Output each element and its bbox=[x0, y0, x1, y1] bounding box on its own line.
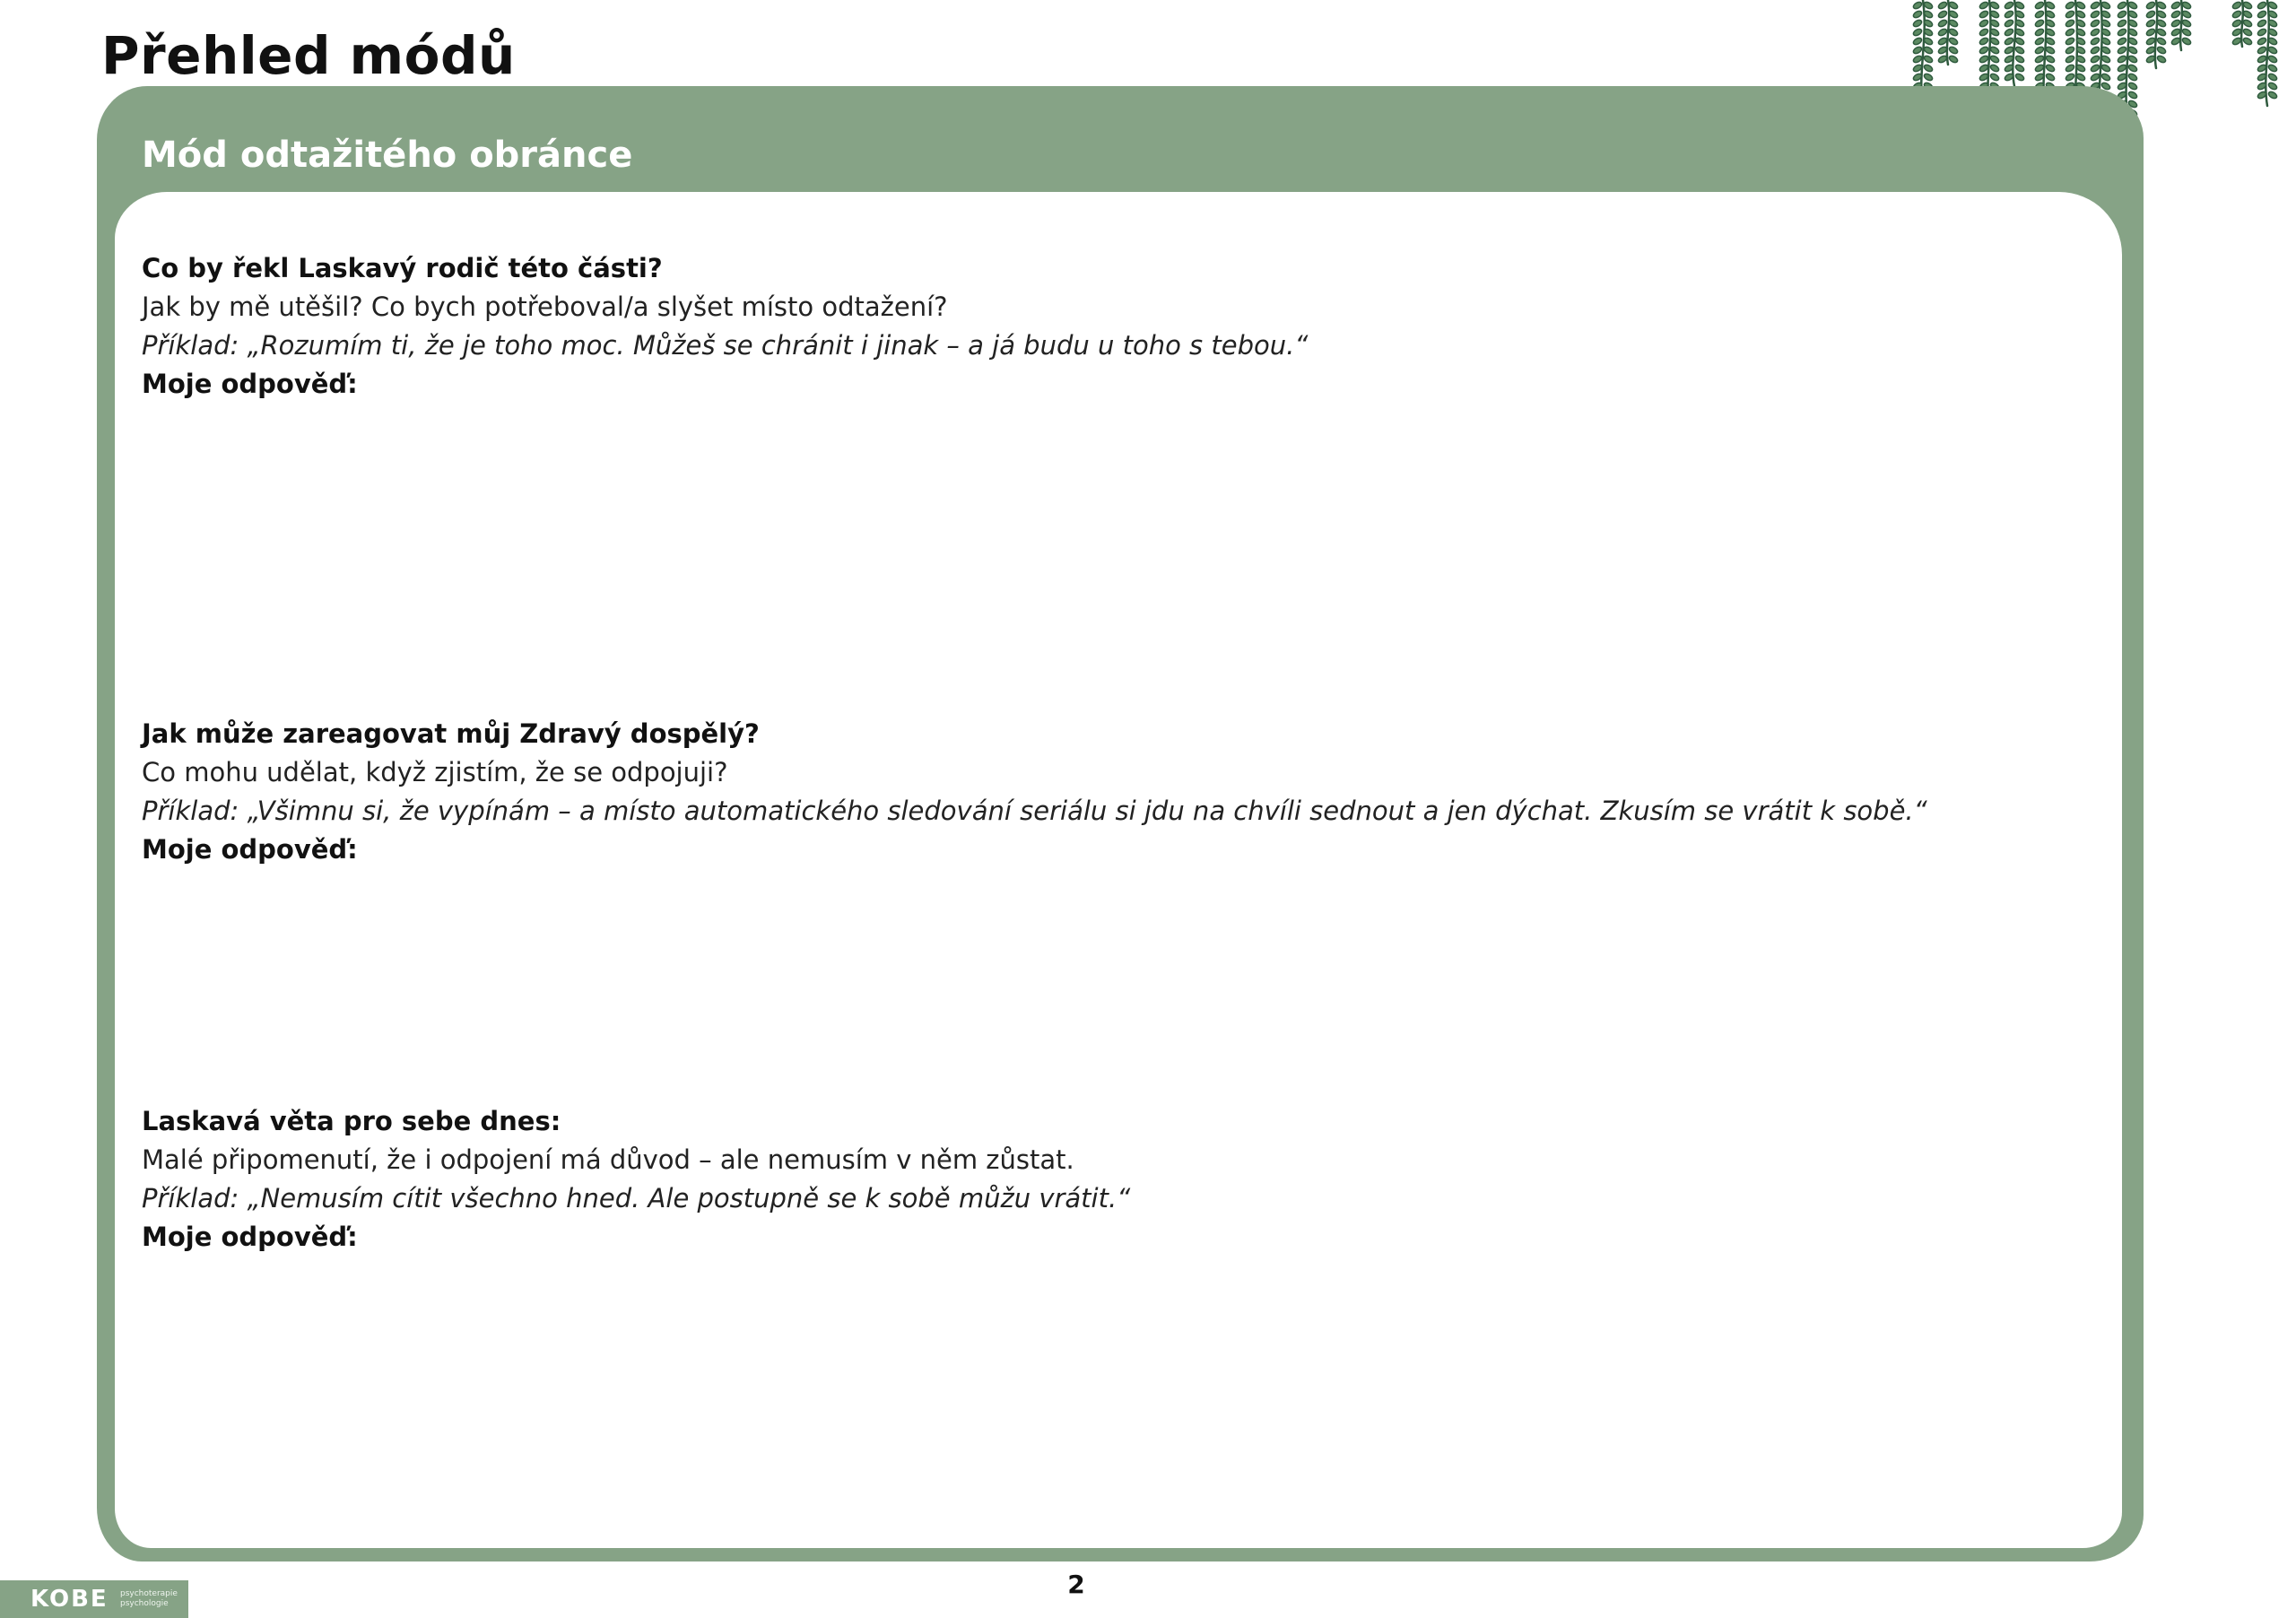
vine-leaf bbox=[2065, 10, 2075, 19]
question-title: Jak může zareagovat můj Zdravý dospělý? bbox=[142, 718, 760, 749]
vine-leaf bbox=[2257, 1, 2267, 10]
vine-leaf bbox=[2117, 1, 2127, 10]
vine-leaf bbox=[1948, 37, 1959, 46]
vine-leaf bbox=[1923, 73, 1934, 82]
vine-leaf bbox=[2267, 46, 2278, 55]
question-example: Příklad: „Rozumím ti, že je toho moc. Můžeš se chránit i jinak – a já budu u toho s tebou.“ bbox=[142, 330, 1309, 361]
vine-strand bbox=[1947, 0, 1949, 65]
vine-leaf bbox=[2045, 64, 2056, 73]
vine-leaf bbox=[2004, 37, 2014, 46]
vine-leaf bbox=[2242, 28, 2253, 37]
question-title: Co by řekl Laskavý rodič této části? bbox=[142, 253, 663, 283]
vine-leaf bbox=[2257, 19, 2267, 28]
vine-leaf bbox=[2127, 46, 2138, 55]
vine-leaf bbox=[2170, 28, 2181, 37]
vine-leaf bbox=[2242, 19, 2253, 28]
vine-leaf bbox=[1923, 46, 1934, 55]
vine-leaf bbox=[2065, 55, 2075, 64]
vine-leaf bbox=[1937, 55, 1948, 64]
vine-leaf bbox=[2170, 10, 2181, 19]
vine-leaf bbox=[1948, 55, 1959, 64]
vine-leaf bbox=[2145, 10, 2156, 19]
vine-leaf bbox=[2127, 73, 2138, 82]
question-subtitle: Jak by mě utěšil? Co bych potřeboval/a slyšet místo odtažení? bbox=[142, 291, 948, 322]
vine-leaf bbox=[1912, 10, 1923, 19]
vine-leaf bbox=[1989, 64, 2000, 73]
logo-tagline-line1: psychoterapie bbox=[120, 1589, 178, 1598]
vine-leaf bbox=[1979, 55, 1989, 64]
vine-leaf bbox=[2065, 28, 2075, 37]
vine-leaf bbox=[2267, 82, 2278, 91]
vine-leaf bbox=[2117, 10, 2127, 19]
vine-leaf bbox=[2090, 1, 2100, 10]
vine-leaf bbox=[2034, 46, 2045, 55]
answer-writing-area[interactable] bbox=[142, 404, 2106, 637]
vine-leaf bbox=[2034, 28, 2045, 37]
vine-leaf bbox=[1912, 19, 1923, 28]
vine-leaf bbox=[2065, 19, 2075, 28]
vine-leaf bbox=[1937, 10, 1948, 19]
vine-leaf bbox=[1912, 46, 1923, 55]
vine-leaf bbox=[1912, 28, 1923, 37]
vine-leaf bbox=[2014, 73, 2025, 82]
question-title: Laskavá věta pro sebe dnes: bbox=[142, 1106, 561, 1136]
vine-leaf bbox=[2127, 64, 2138, 73]
vine-leaf bbox=[2257, 46, 2267, 55]
vine-leaf bbox=[2156, 19, 2167, 28]
vine-leaf bbox=[2100, 73, 2111, 82]
vine-leaf bbox=[1979, 19, 1989, 28]
logo-brand-text: KOBE bbox=[30, 1586, 109, 1613]
vine-leaf bbox=[2065, 37, 2075, 46]
vine-leaf bbox=[2257, 37, 2267, 46]
vine-leaf bbox=[2100, 55, 2111, 64]
vine-leaf bbox=[1989, 46, 2000, 55]
vine-leaf bbox=[1937, 28, 1948, 37]
vine-leaf bbox=[1979, 28, 1989, 37]
vine-leaf bbox=[2014, 64, 2025, 73]
question-subtitle: Malé připomenutí, že i odpojení má důvod – ale nemusím v něm zůstat. bbox=[142, 1144, 1074, 1175]
vine-leaf bbox=[1979, 1, 1989, 10]
vine-leaf bbox=[2267, 64, 2278, 73]
vine-leaf bbox=[1948, 46, 1959, 55]
vine-leaf bbox=[2257, 28, 2267, 37]
vine-leaf bbox=[2034, 19, 2045, 28]
vine-leaf bbox=[2090, 28, 2100, 37]
vine-leaf bbox=[2156, 46, 2167, 55]
vine-leaf bbox=[2181, 37, 2192, 46]
question-example: Příklad: „Nemusím cítit všechno hned. Ale postupně se k sobě můžu vrátit.“ bbox=[142, 1183, 1131, 1214]
vine-leaf bbox=[2170, 37, 2181, 46]
vine-leaf bbox=[2014, 55, 2025, 64]
vine-leaf bbox=[2004, 19, 2014, 28]
vine-leaf bbox=[2065, 64, 2075, 73]
page-title: Přehled módů bbox=[101, 25, 516, 86]
vine-leaf bbox=[1923, 64, 1934, 73]
page-number: 2 bbox=[1067, 1570, 1085, 1599]
vine-leaf bbox=[2100, 64, 2111, 73]
vine-leaf bbox=[2065, 1, 2075, 10]
answer-label: Moje odpověď: bbox=[142, 369, 358, 399]
vine-leaf bbox=[1979, 46, 1989, 55]
question-section-healthy-adult bbox=[142, 715, 2106, 1102]
answer-writing-area[interactable] bbox=[142, 1257, 2106, 1526]
vine-leaf bbox=[2242, 37, 2253, 46]
vine-leaf bbox=[2090, 46, 2100, 55]
vine-leaf bbox=[2170, 1, 2181, 10]
question-subtitle: Co mohu udělat, když zjistím, že se odpojuji? bbox=[142, 757, 728, 787]
vine-leaf bbox=[2170, 19, 2181, 28]
vine-leaf bbox=[1912, 1, 1923, 10]
vine-leaf bbox=[2181, 28, 2192, 37]
vine-leaf bbox=[2267, 73, 2278, 82]
answer-label: Moje odpověď: bbox=[142, 834, 358, 865]
vine-leaf bbox=[2127, 82, 2138, 91]
vine-leaf bbox=[2267, 55, 2278, 64]
vine-leaf bbox=[2145, 19, 2156, 28]
vine-leaf bbox=[2231, 37, 2242, 46]
vine-leaf bbox=[2156, 55, 2167, 64]
logo-tagline-line2: psychologie bbox=[120, 1599, 169, 1608]
vine-leaf bbox=[2045, 46, 2056, 55]
vine-leaf bbox=[2090, 55, 2100, 64]
vine-leaf bbox=[2127, 55, 2138, 64]
vine-leaf bbox=[2090, 19, 2100, 28]
vine-leaf bbox=[2065, 73, 2075, 82]
vine-leaf bbox=[2231, 19, 2242, 28]
question-example: Příklad: „Všimnu si, že vypínám – a místo automatického sledování seriálu si jdu na chvíli sednout a jen dýchat. Zkusím se vrátit k sobě.“ bbox=[142, 796, 1927, 826]
vine-leaf bbox=[1989, 55, 2000, 64]
question-section-kind-sentence bbox=[142, 1102, 2106, 1526]
vine-leaf bbox=[2181, 10, 2192, 19]
vine-leaf bbox=[1948, 19, 1959, 28]
answer-label: Moje odpověď: bbox=[142, 1222, 358, 1252]
vine-leaf bbox=[2267, 91, 2278, 100]
vine-leaf bbox=[1948, 28, 1959, 37]
vine-strand bbox=[2266, 0, 2268, 106]
vine-leaf bbox=[2075, 73, 2086, 82]
answer-writing-area[interactable] bbox=[142, 869, 2106, 1102]
vine-leaf bbox=[1923, 55, 1934, 64]
vine-leaf bbox=[2257, 10, 2267, 19]
vine-leaf bbox=[2034, 55, 2045, 64]
vine-strand bbox=[2241, 0, 2243, 47]
vine-leaf bbox=[2117, 28, 2127, 37]
vine-leaf bbox=[2090, 10, 2100, 19]
vine-leaf bbox=[2090, 64, 2100, 73]
vine-leaf bbox=[2045, 73, 2056, 82]
vine-leaf bbox=[2242, 10, 2253, 19]
vine-strand bbox=[2180, 0, 2182, 50]
vine-leaf bbox=[2117, 46, 2127, 55]
vine-leaf bbox=[2156, 37, 2167, 46]
question-section-kind-parent bbox=[142, 249, 2106, 637]
vine-leaf bbox=[2117, 55, 2127, 64]
vine-leaf bbox=[1937, 1, 1948, 10]
vine-leaf bbox=[2181, 19, 2192, 28]
vine-leaf bbox=[2145, 1, 2156, 10]
vine-leaf bbox=[2034, 10, 2045, 19]
vine-leaf bbox=[2231, 10, 2242, 19]
vine-leaf bbox=[1912, 37, 1923, 46]
card-title: Mód odtažitého obránce bbox=[142, 135, 633, 176]
vine-leaf bbox=[2117, 19, 2127, 28]
vine-leaf bbox=[2127, 91, 2138, 100]
vine-leaf bbox=[2014, 37, 2025, 46]
vine-leaf bbox=[2117, 37, 2127, 46]
vine-leaf bbox=[2156, 28, 2167, 37]
vine-leaf bbox=[1979, 37, 1989, 46]
vine-leaf bbox=[2065, 46, 2075, 55]
vine-leaf bbox=[2145, 28, 2156, 37]
vine-leaf bbox=[1989, 73, 2000, 82]
vine-leaf bbox=[2117, 64, 2127, 73]
vine-leaf bbox=[2004, 28, 2014, 37]
vine-leaf bbox=[2014, 46, 2025, 55]
vine-leaf bbox=[2034, 1, 2045, 10]
vine-leaf bbox=[1912, 55, 1923, 64]
footer-logo bbox=[0, 1580, 188, 1618]
vine-leaf bbox=[2034, 37, 2045, 46]
vine-leaf bbox=[2257, 55, 2267, 64]
vine-leaf bbox=[2090, 37, 2100, 46]
vine-leaf bbox=[2231, 1, 2242, 10]
vine-leaf bbox=[2004, 1, 2014, 10]
vine-leaf bbox=[1979, 10, 1989, 19]
vine-leaf bbox=[1937, 19, 1948, 28]
vine-leaf bbox=[2045, 55, 2056, 64]
vine-leaf bbox=[2004, 10, 2014, 19]
